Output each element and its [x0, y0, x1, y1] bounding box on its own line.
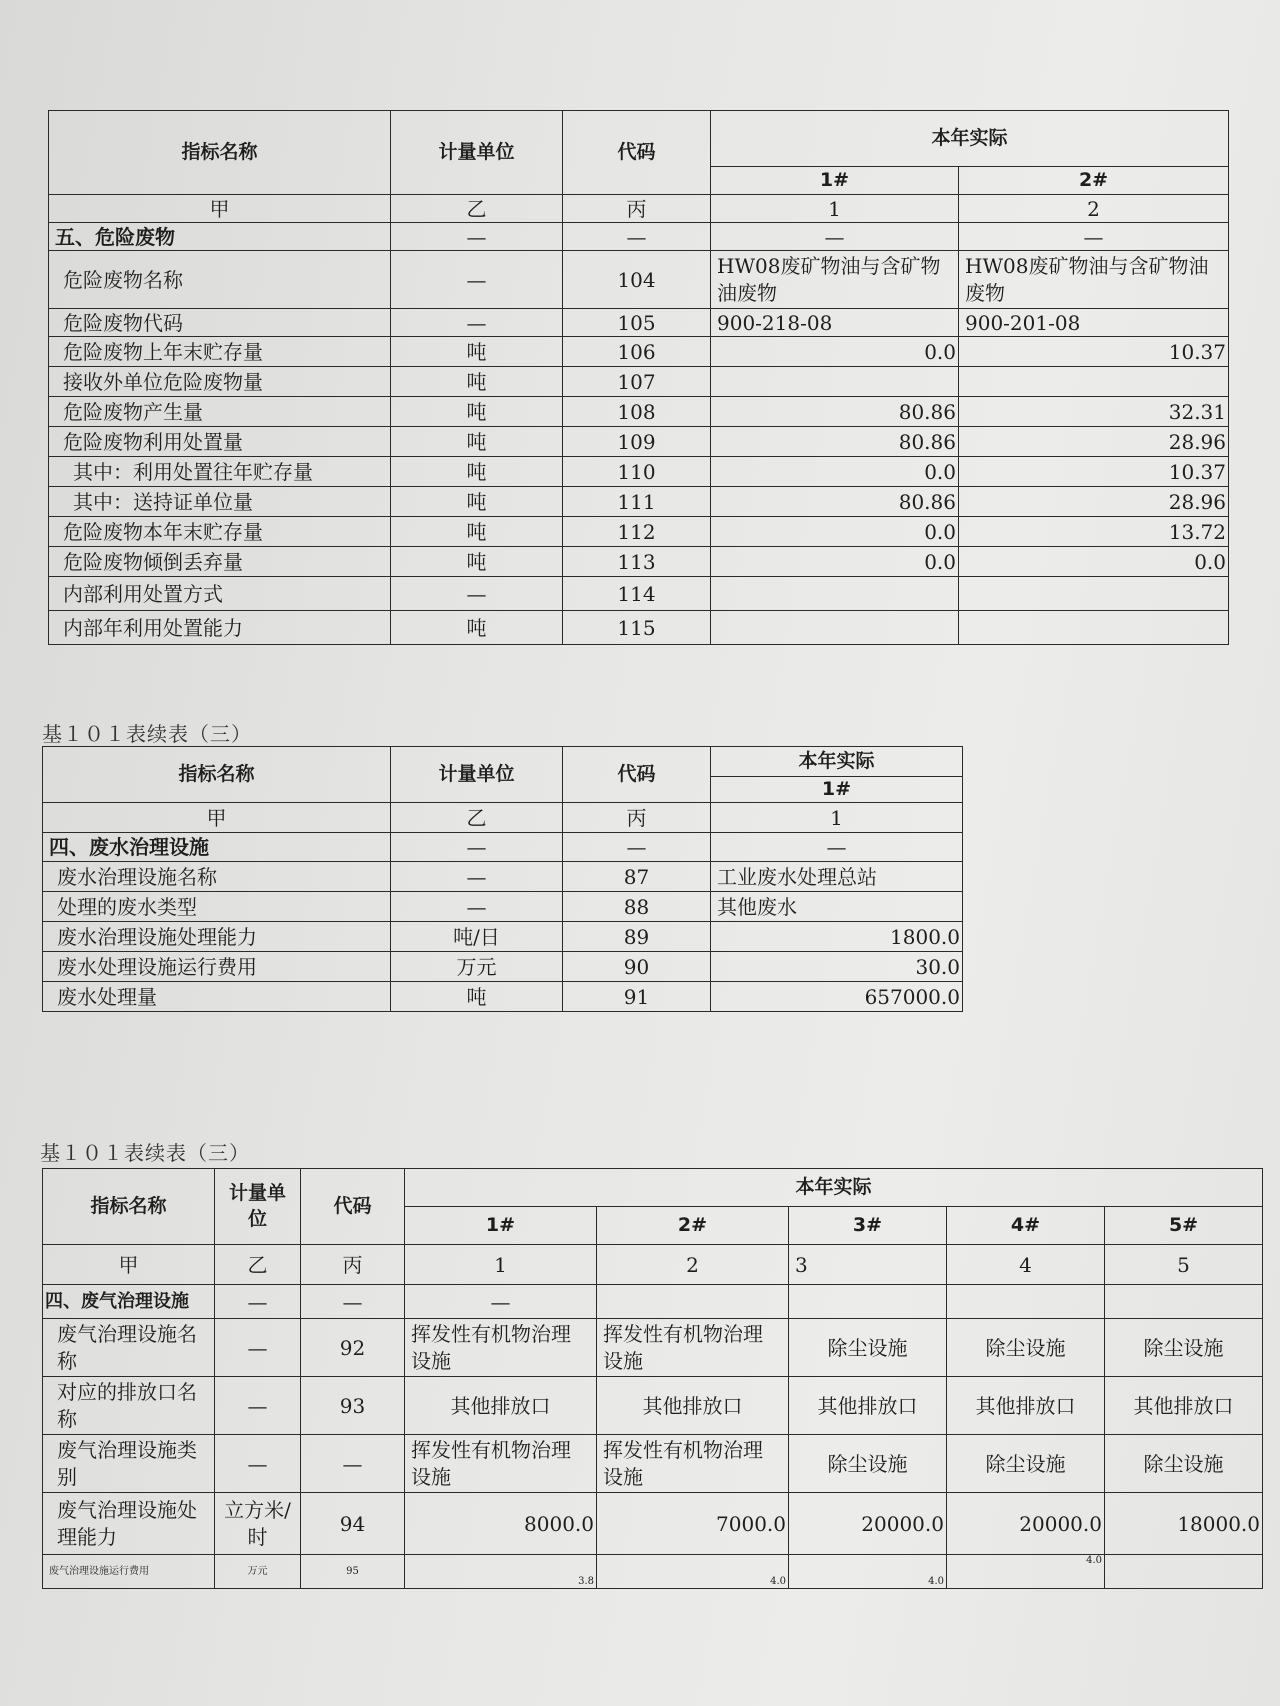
row-value-5: 18000.0	[1105, 1493, 1263, 1555]
row-unit: —	[391, 577, 563, 611]
row-value-4: 除尘设施	[947, 1435, 1105, 1493]
label-jia: 甲	[49, 195, 391, 223]
section-unit: —	[391, 223, 563, 251]
label-bing: 丙	[301, 1245, 405, 1285]
row-code: 89	[563, 922, 711, 952]
label-yi: 乙	[391, 195, 563, 223]
row-unit: —	[391, 862, 563, 892]
row-unit: 万元	[215, 1555, 301, 1589]
row-value-1: 80.86	[711, 397, 959, 427]
row-value-1: 900-218-08	[711, 309, 959, 337]
row-name: 废气治理设施类别	[43, 1435, 215, 1493]
row-name: 接收外单位危险废物量	[49, 367, 391, 397]
row-value-2: 7000.0	[597, 1493, 789, 1555]
table-row	[43, 1377, 1263, 1435]
row-code: 110	[563, 457, 711, 487]
row-code: 112	[563, 517, 711, 547]
header-code: 代码	[563, 111, 711, 195]
row-value-1	[711, 577, 959, 611]
row-code: 92	[301, 1319, 405, 1377]
header-col-5: 5#	[1105, 1207, 1263, 1245]
row-value-2	[959, 611, 1229, 645]
header-unit: 计量单位	[391, 747, 563, 803]
row-value-1	[711, 367, 959, 397]
row-code: 114	[563, 577, 711, 611]
row-code: 93	[301, 1377, 405, 1435]
row-value-2: 挥发性有机物治理设施	[597, 1319, 789, 1377]
row-name: 废水治理设施名称	[43, 862, 391, 892]
row-value-2: HW08废矿物油与含矿物油废物	[959, 251, 1229, 309]
row-unit: 吨	[391, 611, 563, 645]
label-1: 1	[711, 803, 963, 833]
row-value-1: 0.0	[711, 547, 959, 577]
row-unit: 吨	[391, 457, 563, 487]
table-row	[49, 487, 1229, 517]
row-name: 危险废物利用处置量	[49, 427, 391, 457]
row-value-1: HW08废矿物油与含矿物油废物	[711, 251, 959, 309]
row-value-5: 除尘设施	[1105, 1319, 1263, 1377]
row-code: 95	[301, 1555, 405, 1589]
header-col-1: 1#	[711, 167, 959, 195]
row-value-4: 20000.0	[947, 1493, 1105, 1555]
table-row	[49, 251, 1229, 309]
row-name: 废水处理设施运行费用	[43, 952, 391, 982]
table-row	[49, 309, 1229, 337]
header-col-1: 1#	[405, 1207, 597, 1245]
row-value-3: 除尘设施	[789, 1319, 947, 1377]
row-code: 111	[563, 487, 711, 517]
row-value-3: 除尘设施	[789, 1435, 947, 1493]
label-5: 5	[1105, 1245, 1263, 1285]
row-name: 危险废物倾倒丢弃量	[49, 547, 391, 577]
table-row	[49, 577, 1229, 611]
row-unit: —	[391, 309, 563, 337]
row-value-1: 工业废水处理总站	[711, 862, 963, 892]
row-name: 危险废物代码	[49, 309, 391, 337]
header-unit: 计量单位	[391, 111, 563, 195]
row-value-2: 其他排放口	[597, 1377, 789, 1435]
row-value-5	[1105, 1555, 1263, 1589]
row-value-5: 其他排放口	[1105, 1377, 1263, 1435]
row-unit: 吨	[391, 982, 563, 1012]
row-unit: —	[391, 251, 563, 309]
label-bing: 丙	[563, 195, 711, 223]
row-code: 88	[563, 892, 711, 922]
row-name: 内部利用处置方式	[49, 577, 391, 611]
table-row	[49, 337, 1229, 367]
header-col-3: 3#	[789, 1207, 947, 1245]
row-value-1: 657000.0	[711, 982, 963, 1012]
row-value-1: 3.8	[405, 1555, 597, 1589]
row-value-1: 0.0	[711, 517, 959, 547]
row-name: 废气治理设施处理能力	[43, 1493, 215, 1555]
row-value-1: 挥发性有机物治理设施	[405, 1435, 597, 1493]
section-unit: —	[215, 1285, 301, 1319]
section-code: —	[301, 1285, 405, 1319]
row-value-1: 0.0	[711, 457, 959, 487]
section-title: 四、废水治理设施	[43, 833, 391, 862]
row-name: 其中：送持证单位量	[49, 487, 391, 517]
table-row	[43, 862, 963, 892]
table3-caption: 基１０１表续表（三）	[40, 1141, 250, 1165]
header-code: 代码	[563, 747, 711, 803]
row-unit: —	[215, 1319, 301, 1377]
row-name: 废气治理设施名称	[43, 1319, 215, 1377]
row-code: —	[301, 1435, 405, 1493]
row-code: 104	[563, 251, 711, 309]
row-value-2: 0.0	[959, 547, 1229, 577]
section-v1: —	[711, 223, 959, 251]
row-code: 91	[563, 982, 711, 1012]
row-code: 107	[563, 367, 711, 397]
row-value-2	[959, 577, 1229, 611]
row-value-3: 20000.0	[789, 1493, 947, 1555]
table-row	[49, 397, 1229, 427]
label-yi: 乙	[391, 803, 563, 833]
row-value-1: 其他废水	[711, 892, 963, 922]
label-3: 3	[789, 1245, 947, 1285]
section-v2: —	[959, 223, 1229, 251]
section-v1: —	[711, 833, 963, 862]
row-code: 109	[563, 427, 711, 457]
header-col-2: 2#	[597, 1207, 789, 1245]
row-unit: 万元	[391, 952, 563, 982]
table-row	[43, 892, 963, 922]
row-name: 废水处理量	[43, 982, 391, 1012]
row-name: 废气治理设施运行费用	[43, 1555, 215, 1589]
table-row	[43, 1319, 1263, 1377]
row-unit: 吨	[391, 337, 563, 367]
row-unit: 吨	[391, 397, 563, 427]
table-row	[49, 547, 1229, 577]
row-value-2: 13.72	[959, 517, 1229, 547]
label-bing: 丙	[563, 803, 711, 833]
row-value-1: 0.0	[711, 337, 959, 367]
row-name: 处理的废水类型	[43, 892, 391, 922]
label-1: 1	[405, 1245, 597, 1285]
row-code: 106	[563, 337, 711, 367]
label-4: 4	[947, 1245, 1105, 1285]
row-value-2: 10.37	[959, 457, 1229, 487]
header-unit: 计量单位	[215, 1169, 301, 1245]
row-value-1: 80.86	[711, 487, 959, 517]
row-value-2: 10.37	[959, 337, 1229, 367]
row-unit: —	[215, 1377, 301, 1435]
table-row	[43, 1555, 1263, 1589]
row-value-1: 80.86	[711, 427, 959, 457]
table-row	[49, 611, 1229, 645]
row-unit: 吨	[391, 487, 563, 517]
row-value-1: 其他排放口	[405, 1377, 597, 1435]
row-value-2: 900-201-08	[959, 309, 1229, 337]
row-value-2: 32.31	[959, 397, 1229, 427]
header-indicator-name: 指标名称	[43, 747, 391, 803]
section-v1: —	[405, 1285, 597, 1319]
row-name: 危险废物本年末贮存量	[49, 517, 391, 547]
row-value-2: 28.96	[959, 487, 1229, 517]
label-2: 2	[597, 1245, 789, 1285]
row-value-2: 4.0	[597, 1555, 789, 1589]
row-value-2: 28.96	[959, 427, 1229, 457]
row-name: 其中：利用处置往年贮存量	[49, 457, 391, 487]
table-row	[49, 517, 1229, 547]
header-col-1: 1#	[711, 777, 963, 803]
header-actual: 本年实际	[711, 111, 1229, 167]
row-value-2: 挥发性有机物治理设施	[597, 1435, 789, 1493]
section-unit: —	[391, 833, 563, 862]
row-unit: —	[391, 892, 563, 922]
row-name: 危险废物名称	[49, 251, 391, 309]
waste-gas-table	[42, 1168, 1263, 1589]
header-col-4: 4#	[947, 1207, 1105, 1245]
row-value-5: 除尘设施	[1105, 1435, 1263, 1493]
row-code: 105	[563, 309, 711, 337]
row-value-1: 8000.0	[405, 1493, 597, 1555]
row-value-4: 除尘设施	[947, 1319, 1105, 1377]
row-name: 危险废物上年末贮存量	[49, 337, 391, 367]
row-unit: 吨	[391, 517, 563, 547]
label-1: 1	[711, 195, 959, 223]
label-jia: 甲	[43, 803, 391, 833]
row-value-1	[711, 611, 959, 645]
hazardous-waste-table	[48, 110, 1229, 645]
header-actual: 本年实际	[405, 1169, 1263, 1207]
header-indicator-name: 指标名称	[49, 111, 391, 195]
header-col-2: 2#	[959, 167, 1229, 195]
header-indicator-name: 指标名称	[43, 1169, 215, 1245]
section-title: 五、危险废物	[49, 223, 391, 251]
row-value-1: 挥发性有机物治理设施	[405, 1319, 597, 1377]
label-jia: 甲	[43, 1245, 215, 1285]
table2-caption: 基１０１表续表（三）	[42, 722, 252, 746]
header-actual: 本年实际	[711, 747, 963, 777]
row-unit: 吨	[391, 367, 563, 397]
section-code: —	[563, 833, 711, 862]
table-row	[49, 457, 1229, 487]
row-code: 90	[563, 952, 711, 982]
row-code: 94	[301, 1493, 405, 1555]
table-row	[43, 922, 963, 952]
row-unit: 吨	[391, 547, 563, 577]
row-value-3: 其他排放口	[789, 1377, 947, 1435]
row-unit: 吨/日	[391, 922, 563, 952]
row-name: 对应的排放口名称	[43, 1377, 215, 1435]
table-row	[43, 1493, 1263, 1555]
row-code: 113	[563, 547, 711, 577]
table-row	[43, 1435, 1263, 1493]
wastewater-table	[42, 746, 963, 1012]
row-name: 危险废物产生量	[49, 397, 391, 427]
row-name: 内部年利用处置能力	[49, 611, 391, 645]
row-name: 废水治理设施处理能力	[43, 922, 391, 952]
row-value-1: 1800.0	[711, 922, 963, 952]
label-2: 2	[959, 195, 1229, 223]
header-code: 代码	[301, 1169, 405, 1245]
table-row	[49, 367, 1229, 397]
row-value-3: 4.0	[789, 1555, 947, 1589]
table-row	[43, 982, 963, 1012]
section-title: 四、废气治理设施	[43, 1285, 215, 1319]
row-code: 87	[563, 862, 711, 892]
row-value-1: 30.0	[711, 952, 963, 982]
table-row	[49, 427, 1229, 457]
label-yi: 乙	[215, 1245, 301, 1285]
row-unit: 立方米/时	[215, 1493, 301, 1555]
row-code: 115	[563, 611, 711, 645]
row-unit: —	[215, 1435, 301, 1493]
row-value-4: 其他排放口	[947, 1377, 1105, 1435]
row-code: 108	[563, 397, 711, 427]
row-value-4: 4.0	[947, 1555, 1105, 1589]
row-unit: 吨	[391, 427, 563, 457]
table-row	[43, 952, 963, 982]
row-value-2	[959, 367, 1229, 397]
section-code: —	[563, 223, 711, 251]
